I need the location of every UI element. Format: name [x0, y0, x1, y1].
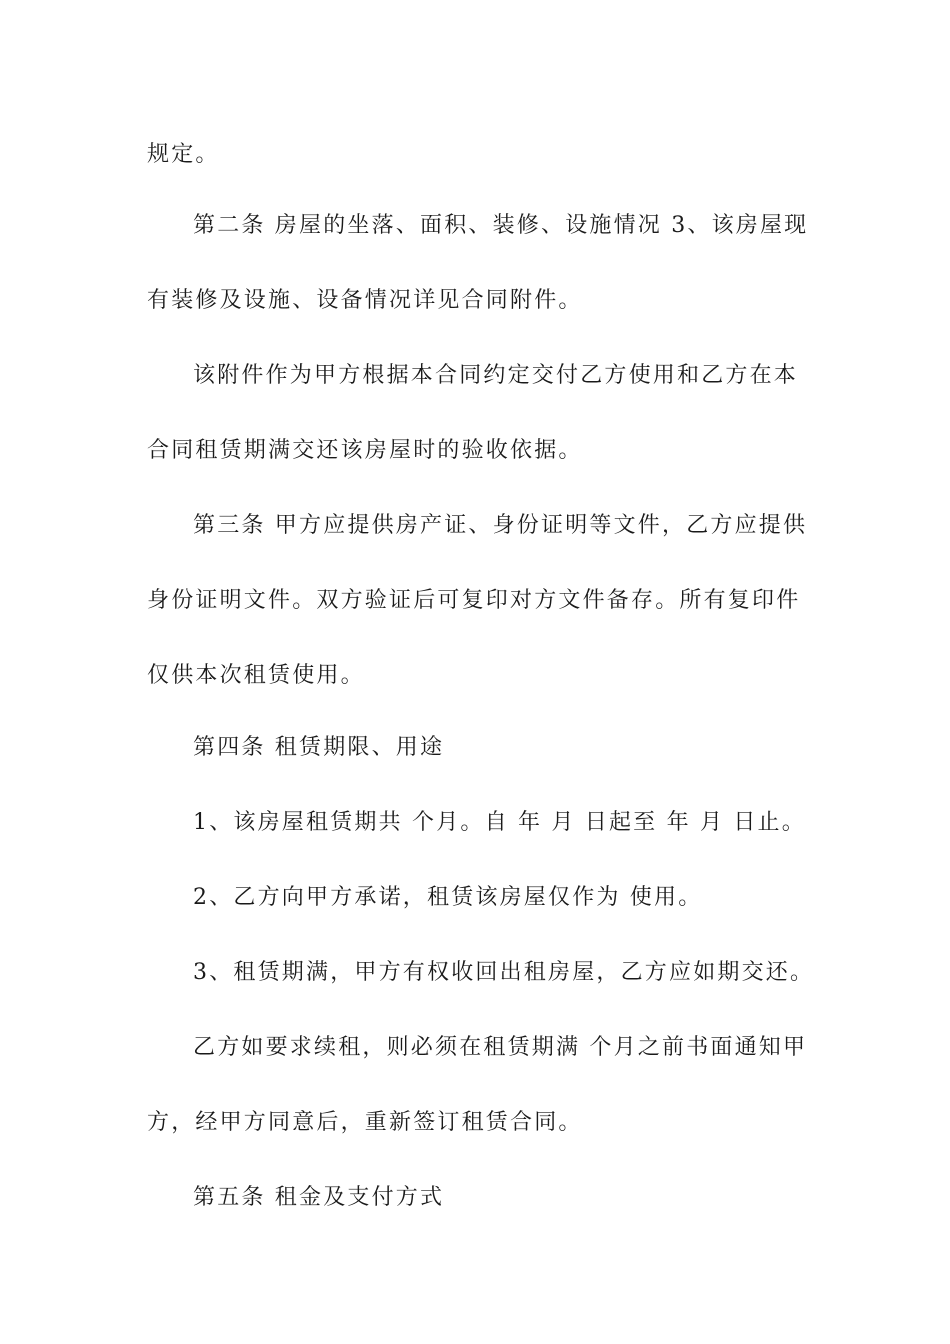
clause-5-heading: 第五条 租金及支付方式: [193, 1185, 445, 1210]
paragraph-line: 乙方如要求续租，则必须在租赁期满 个月之前书面通知甲: [193, 1035, 808, 1060]
list-item-3: 3、租赁期满，甲方有权收回出租房屋，乙方应如期交还。: [193, 960, 815, 985]
paragraph-line: 合同租赁期满交还该房屋时的验收依据。: [147, 438, 583, 463]
paragraph-line: 仅供本次租赁使用。: [147, 663, 365, 688]
clause-4-heading: 第四条 租赁期限、用途: [193, 735, 445, 760]
paragraph-line: 有装修及设施、设备情况详见合同附件。: [147, 288, 583, 313]
paragraph-line: 该附件作为甲方根据本合同约定交付乙方使用和乙方在本: [193, 363, 799, 388]
clause-3-heading-line: 第三条 甲方应提供房产证、身份证明等文件，乙方应提供: [193, 513, 808, 538]
list-item-2: 2、乙方向甲方承诺，租赁该房屋仅作为 使用。: [193, 885, 703, 910]
paragraph-line: 方，经甲方同意后，重新签订租赁合同。: [147, 1110, 583, 1135]
clause-2-heading-line: 第二条 房屋的坐落、面积、装修、设施情况 3、该房屋现: [193, 213, 809, 238]
paragraph-line: 规定。: [147, 142, 220, 167]
list-item-1: 1、该房屋租赁期共 个月。自 年 月 日起至 年 月 日止。: [193, 810, 806, 835]
paragraph-line: 身份证明文件。双方验证后可复印对方文件备存。所有复印件: [147, 588, 801, 613]
